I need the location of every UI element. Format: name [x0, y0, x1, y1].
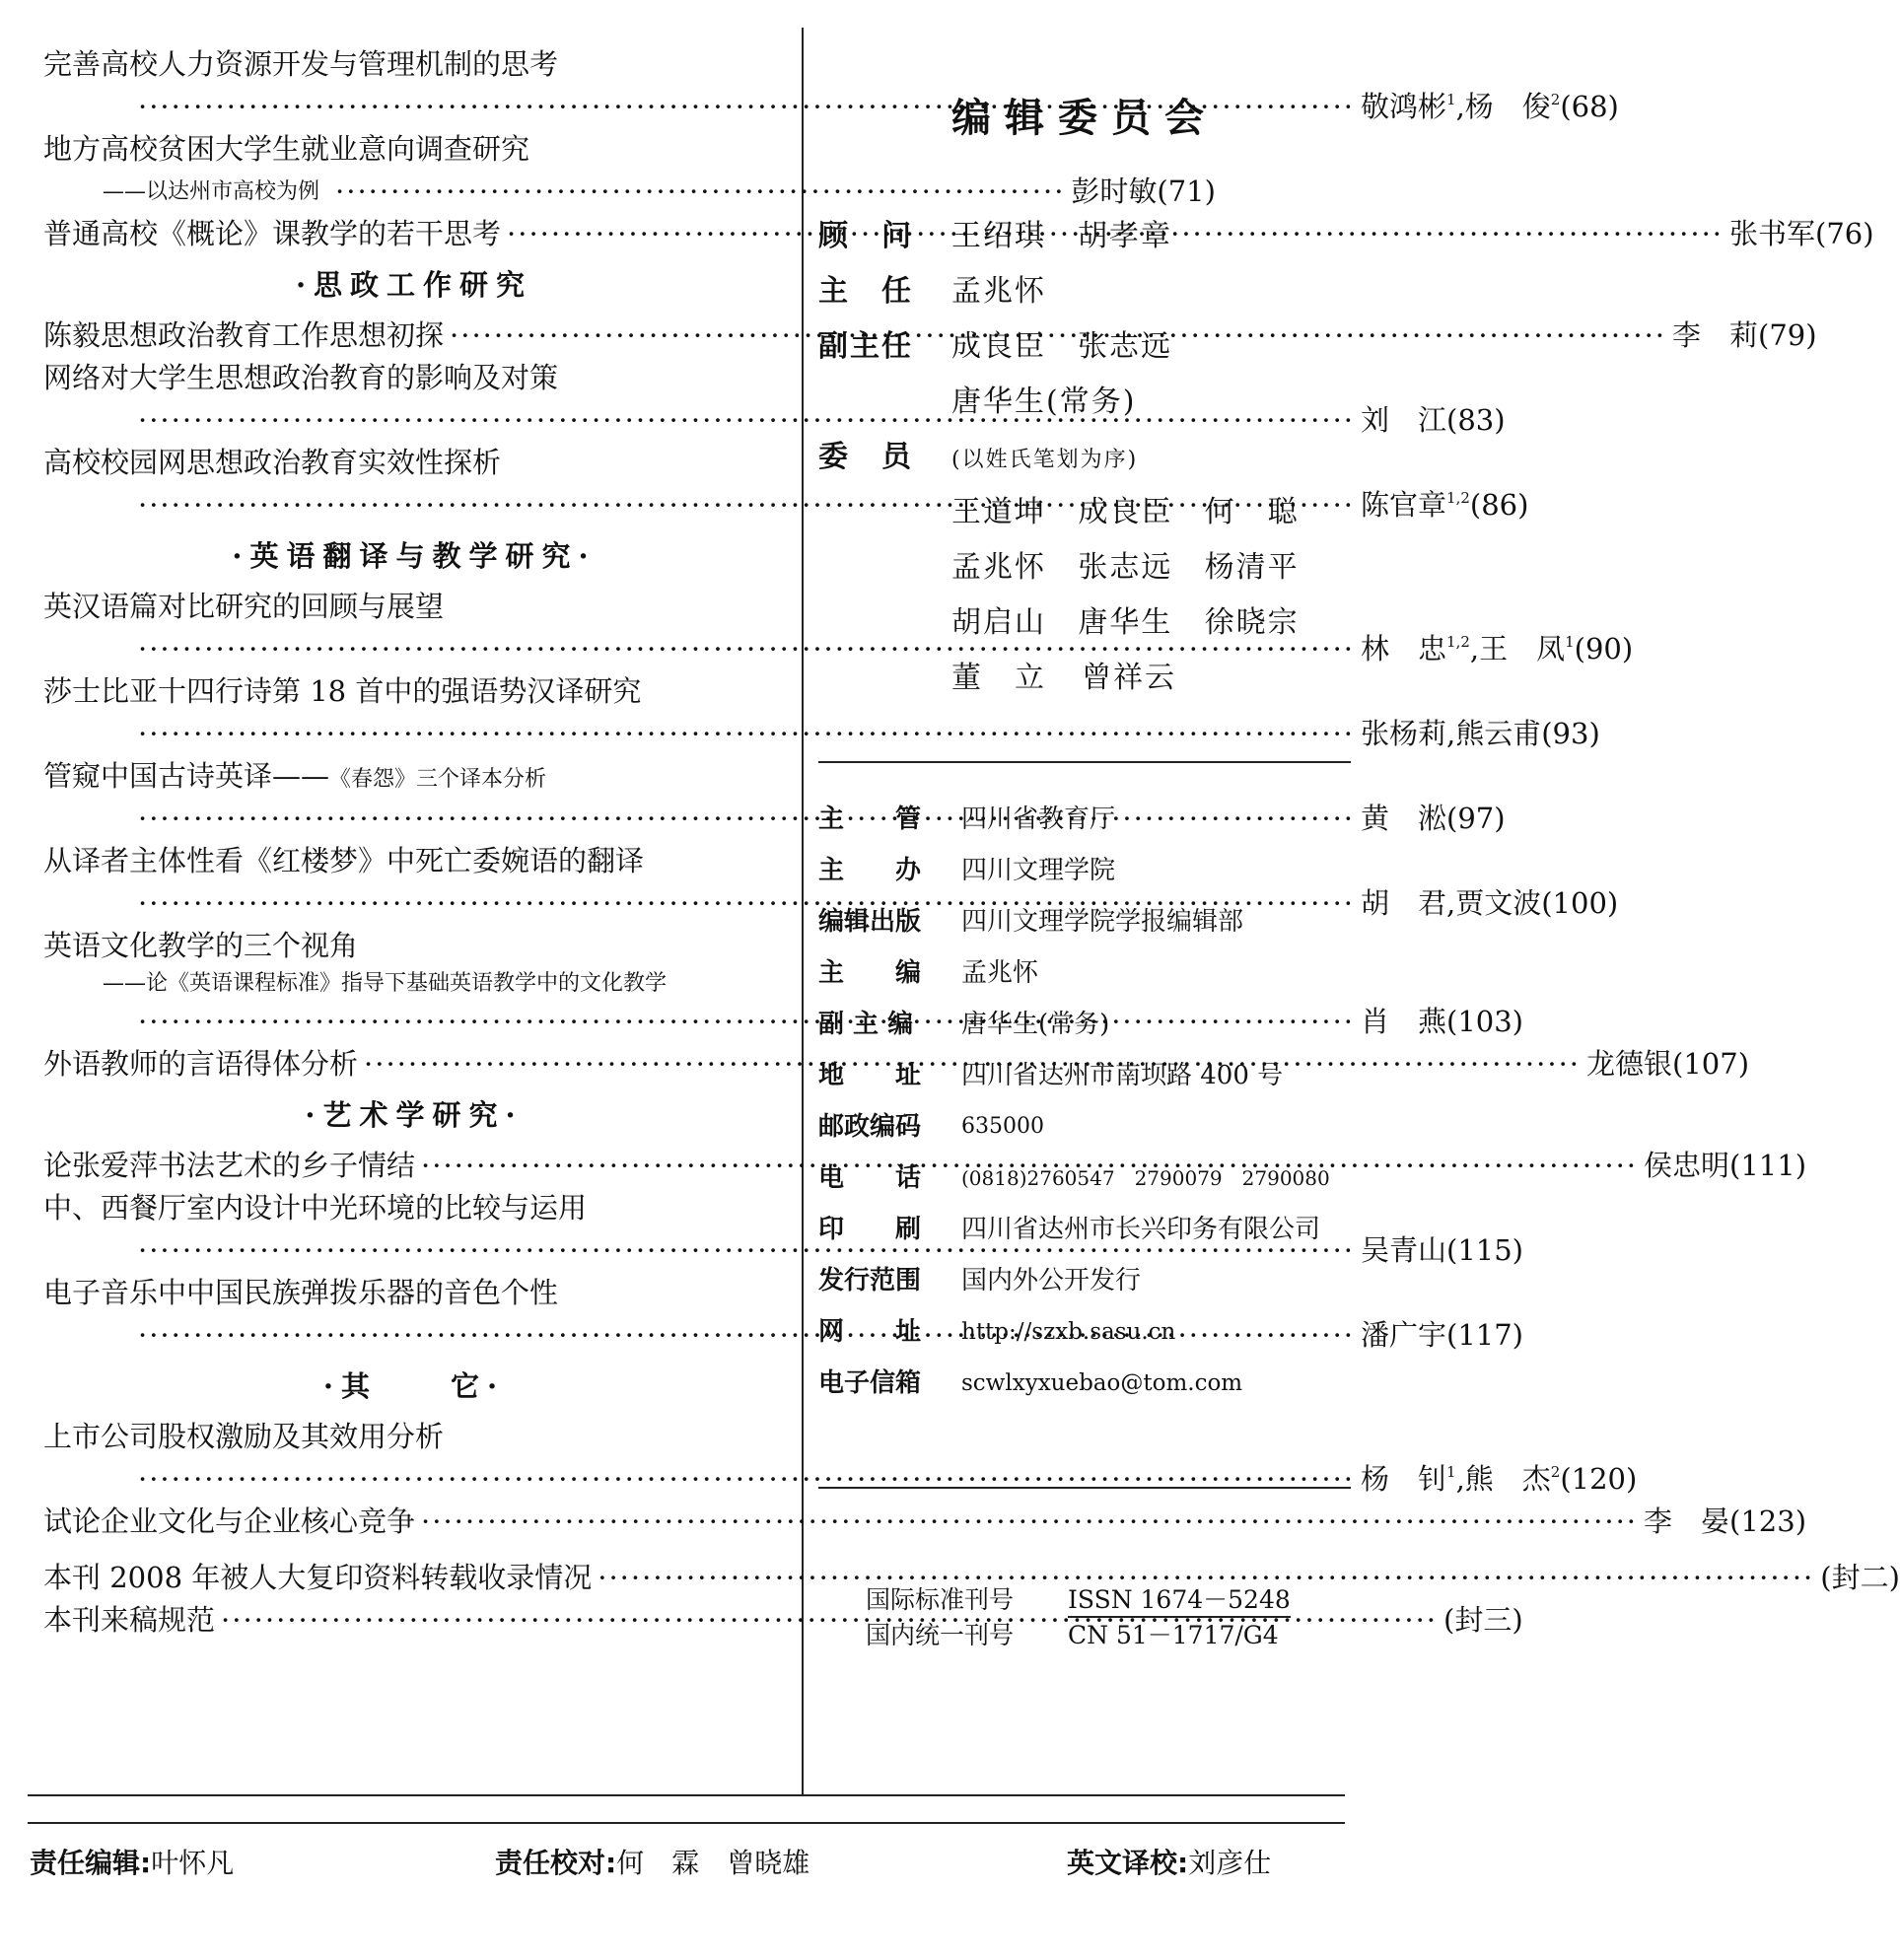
toc-title[interactable] [43, 755, 785, 798]
toc-author: 张书军(76) [1729, 217, 1874, 250]
toc-title: 陈毅思想政治教育工作思想初探 [43, 318, 445, 352]
vice-director-names: 成良臣 张志远 [951, 329, 1172, 364]
toc-title-main: 管窥中国古诗英译—— [43, 759, 330, 793]
toc-author: 吴青山(115) [1361, 1233, 1523, 1267]
info-label: 电子信箱 [818, 1368, 922, 1398]
member-name: 杨清平 [1204, 550, 1300, 585]
toc-author: 黄 淞(97) [1361, 802, 1506, 835]
member-name: 董 立 [951, 661, 1046, 695]
toc-author: 肖 燕(103) [1361, 1005, 1523, 1038]
toc-author: 侯忠明(111) [1644, 1149, 1807, 1182]
toc-title[interactable]: 莎士比亚十四行诗第 18 首中的强语势汉译研究 [43, 674, 642, 708]
vice-director-label: 副主任 [818, 329, 913, 364]
footer-rule-top [28, 1794, 1345, 1796]
proofreader-names: 何 霖 曾晓雄 [616, 1847, 810, 1879]
toc-author: 彭时敏(71) [1071, 175, 1216, 208]
member-name: 唐华生 [1078, 605, 1173, 640]
info-value: 孟兆怀 [961, 958, 1039, 988]
director-name: 孟兆怀 [951, 274, 1046, 309]
vice-director-names-2: 唐华生(常务) [951, 385, 1137, 419]
info-label: 网 址 [818, 1317, 922, 1347]
member-name: 王道坤 [951, 495, 1046, 529]
board-title: 编辑委员会 [951, 96, 1218, 141]
toc-title: 外语教师的言语得体分析 [43, 1047, 359, 1081]
issn-label: 国际标准刊号 [866, 1585, 1015, 1614]
issn-value: ISSN 1674－5248 [1068, 1582, 1291, 1618]
editor-label: 责任编辑: [30, 1847, 152, 1879]
toc-author: 龙德银(107) [1586, 1047, 1750, 1081]
info-value: 唐华生(常务) [961, 1010, 1110, 1039]
toc-title[interactable]: 英语文化教学的三个视角 [43, 929, 359, 962]
editorial-board [818, 209, 1331, 706]
proofreader-label: 责任校对: [495, 1847, 617, 1879]
toc-title[interactable]: 中、西餐厅室内设计中光环境的比较与运用 [43, 1191, 588, 1225]
toc-title[interactable]: 上市公司股权激励及其效用分析 [43, 1420, 445, 1453]
info-label: 主 管 [818, 805, 922, 834]
divider [818, 1487, 1351, 1489]
info-label: 电 话 [818, 1163, 922, 1193]
info-label: 主 办 [818, 856, 922, 885]
footer-editor [30, 1834, 234, 1893]
info-label: 发行范围 [818, 1266, 922, 1295]
toc-title: 本刊来稿规范 [43, 1603, 216, 1637]
member-list [818, 485, 1331, 706]
director-label: 主 任 [818, 274, 913, 309]
toc-entry[interactable] [43, 1557, 1900, 1599]
publication-info [818, 794, 1351, 1409]
toc-author: (封三) [1443, 1603, 1523, 1637]
editor-name: 叶怀凡 [151, 1847, 235, 1879]
member-name: 孟兆怀 [951, 550, 1046, 585]
info-value: 国内外公开发行 [961, 1266, 1142, 1295]
member-note: (以姓氏笔划为序) [951, 448, 1139, 472]
translator-label: 英文译校: [1067, 1847, 1189, 1879]
member-name: 张志远 [1078, 550, 1173, 585]
member-name: 胡启山 [951, 605, 1046, 640]
toc-title: 论张爱萍书法艺术的乡子情结 [43, 1149, 416, 1182]
toc-leader [43, 713, 1600, 755]
toc-author: 敬鸿彬$^1$,杨 俊$^2$(68) [1361, 90, 1619, 123]
section-heading: ·思政工作研究 [295, 268, 533, 302]
section-heading: ·艺术学研究· [305, 1098, 524, 1132]
toc-title: 普通高校《概论》课教学的若干思考 [43, 217, 502, 250]
toc-leader: ——以达州市高校为例 ·································································· 彭时敏(71) [43, 171, 785, 213]
member-name: 成良臣 [1078, 495, 1173, 529]
toc-title[interactable]: 地方高校贫困大学生就业意向调查研究 [43, 132, 530, 166]
section-heading: ·其 它· [322, 1369, 506, 1403]
info-value: 四川省教育厅 [961, 805, 1116, 834]
printer-value: 四川省达州市长兴印务有限公司 [961, 1215, 1321, 1244]
toc-subtitle: ——以达州市高校为例 [103, 179, 320, 204]
toc-author: 林 忠$^{1,2}$,王 凤$^1$(90) [1361, 632, 1634, 665]
toc-leader [43, 1458, 1638, 1501]
toc-author: 杨 钊$^1$,熊 杰$^2$(120) [1361, 1462, 1638, 1496]
adviser-label: 顾 问 [818, 219, 913, 253]
info-label: 编辑出版 [818, 907, 922, 937]
info-label: 地 址 [818, 1061, 922, 1090]
info-label: 主 编 [818, 958, 922, 988]
toc-author: 张杨莉,熊云甫(93) [1361, 717, 1600, 750]
toc-title[interactable]: 英汉语篇对比研究的回顾与展望 [43, 590, 445, 623]
phone-value: (0818)2760547 2790079 2790080 [961, 1166, 1330, 1190]
info-value: 四川文理学院学报编辑部 [961, 907, 1244, 937]
address-value: 四川省达州市南坝路 400 号 [961, 1061, 1284, 1090]
toc-subtitle: ——论《英语课程标准》指导下基础英语教学中的文化教学 [103, 971, 668, 996]
info-label: 印 刷 [818, 1215, 922, 1244]
postcode-value: 635000 [961, 1114, 1044, 1139]
toc-title[interactable]: 网络对大学生思想政治教育的影响及对策 [43, 361, 559, 394]
member-name: 徐晓宗 [1204, 605, 1300, 640]
info-value: 四川文理学院 [961, 856, 1116, 885]
info-label: 邮政编码 [818, 1112, 922, 1142]
divider [818, 761, 1351, 763]
toc-title[interactable]: 电子音乐中中国民族弹拨乐器的音色个性 [43, 1276, 559, 1309]
footer [30, 1834, 1351, 1893]
member-label: 委 员 [818, 440, 913, 474]
footer-rule-bottom [28, 1822, 1345, 1824]
toc-entry[interactable] [43, 1501, 1807, 1543]
toc-author: 胡 君,贾文波(100) [1361, 886, 1619, 920]
toc-author: 陈官章$^{1,2}$(86) [1361, 488, 1529, 522]
toc-title: 试论企业文化与企业核心竞争 [43, 1505, 416, 1538]
toc-title[interactable]: 完善高校人力资源开发与管理机制的思考 [43, 47, 559, 81]
translator-name: 刘彦仕 [1188, 1847, 1272, 1879]
member-name: 曾祥云 [1082, 661, 1176, 695]
toc-author: 李 莉(79) [1672, 318, 1817, 352]
toc-title[interactable]: 从译者主体性看《红楼梦》中死亡委婉语的翻译 [43, 844, 645, 877]
member-name: 何 聪 [1204, 495, 1300, 529]
email-link[interactable]: scwlxyxuebao@tom.com [961, 1370, 1243, 1396]
website-link[interactable]: http://szxb.sasu.cn [961, 1319, 1176, 1345]
toc-leader [43, 628, 1634, 670]
toc-author: 潘广宇(117) [1361, 1318, 1523, 1352]
toc-author: 李 晏(123) [1644, 1505, 1807, 1538]
toc-subtitle: 《春怨》三个译本分析 [329, 767, 547, 792]
adviser-names: 王绍琪 胡孝章 [951, 219, 1172, 253]
footer-translator [1067, 1834, 1271, 1893]
section-heading: ·英语翻译与教学研究· [232, 539, 597, 573]
cn-label: 国内统一刊号 [866, 1621, 1015, 1649]
info-label: 副 主 编 [818, 1010, 914, 1039]
cn-value: CN 51－1717/G4 [1068, 1621, 1279, 1649]
toc-author: 刘 江(83) [1361, 403, 1506, 437]
toc-title: 本刊 2008 年被人大复印资料转载收录情况 [43, 1561, 593, 1594]
toc-author: (封二) [1820, 1561, 1900, 1594]
issn-block [866, 1582, 1291, 1653]
footer-proofreader [495, 1834, 809, 1893]
toc-title[interactable]: 高校校园网思想政治教育实效性探析 [43, 446, 502, 479]
